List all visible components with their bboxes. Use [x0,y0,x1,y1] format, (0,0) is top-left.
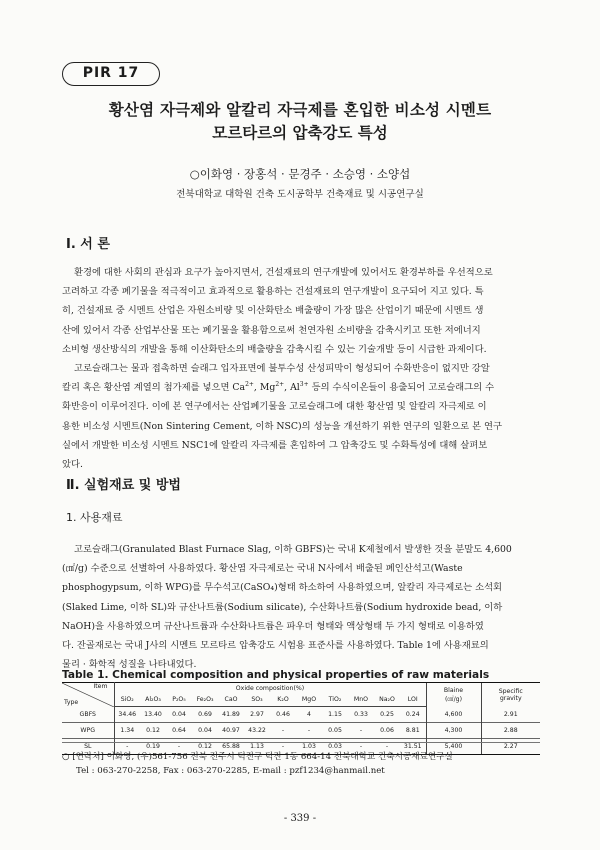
oxide-value-cell: 43.22 [244,723,270,739]
title-line-2: 모르타르의 압축강도 특성 [212,124,388,142]
intro-paragraph-2 [62,359,540,474]
charge-superscript: 3+ [299,381,309,389]
oxide-header-tio2: TiO₂ [322,693,348,707]
blaine-value-cell: 4,600 [426,707,481,723]
text-line: (㎠/g) 수준으로 선별하여 사용하였다. 황산염 자극제로는 국내 N사에서 배출된 폐인산석고(Waste [62,563,463,575]
text-line: 화반응이 이루어진다. 이에 본 연구에서는 산업폐기물을 고로슬래그에 대한 황산염 및 알칼리 자극제로 이 [62,401,487,413]
oxide-value-cell: 1.03 [296,739,322,755]
row-type-cell: SL [62,739,114,755]
corner-item-label: Item [93,683,108,690]
charge-superscript: 2+ [275,381,285,389]
oxide-value-cell: - [114,739,140,755]
oxide-header-fe2o3: Fe₂O₃ [192,693,218,707]
oxide-value-cell: - [348,723,374,739]
oxide-value-cell: 2.97 [250,711,264,718]
oxide-value-cell: 0.33 [354,711,368,718]
text-line-ions [62,378,540,397]
text-fragment: , Mg [253,382,276,394]
text-line: 산에 있어서 각종 산업부산물 또는 폐기물을 활용함으로써 천연자원 소비량을 감축시키고 또한 저에너지 [62,324,481,336]
oxide-value-cell: - [270,739,296,755]
oxide-value-cell: 0.19 [140,739,166,755]
text-line: phosphogypsum, 이하 WPG)를 무수석고(CaSO₄)형태 하소하여 사용하였으며, 알칼리 자극제로는 소석회 [62,582,503,594]
oxide-header-al2o3: Al₂O₃ [140,693,166,707]
affiliation: 전북대학교 대학원 건축 도시공학부 건축재료 및 시공연구실 [176,189,424,200]
table-row [62,723,540,739]
oxide-value-cell: - [374,739,400,755]
intro-paragraph-1 [62,263,540,359]
oxide-value-cell: 0.46 [276,711,290,718]
oxide-value-cell: 41.89 [222,711,240,718]
oxide-value-cell: 0.04 [172,711,186,718]
footnote-tel-email: Tel : 063-270-2258, Fax : 063-270-2285, E-mail : pzf1234@hanmail.net [76,766,385,776]
oxide-header-cao: CaO [218,693,244,707]
oxide-value-cell: 4 [307,711,311,718]
table-body [62,707,540,755]
blaine-label: Blaine [443,686,464,694]
text-line: 환경에 대한 사회의 관심과 요구가 높아지면서, 건설재료의 연구개발에 있어서도 환경부하를 우선적으로 [74,267,493,278]
text-line: 았다. [62,458,83,470]
subsection-heading-materials: 1. 사용재료 [66,511,123,524]
oxide-header-sio2: SiO₂ [114,693,140,707]
oxide-value-cell: 0.05 [322,723,348,739]
text-line: 히, 건설재료 중 시멘트 산업은 자원소비량 및 이산화탄소 배출량이 가장 많은 산업이기 때문에 시멘트 생 [62,305,484,317]
oxide-value-cell: 34.46 [118,711,137,718]
oxide-value-cell: - [166,739,192,755]
title-line-1: 황산염 자극제와 알칼리 자극제를 혼입한 비소성 시멘트 [108,101,492,119]
oxide-value-cell: - [270,723,296,739]
table-row [62,707,540,723]
oxide-value-cell: 0.24 [405,711,420,718]
text-line: 물리 · 화학적 성질을 나타내었다. [62,659,197,671]
materials-paragraph [62,540,540,674]
gravity-unit: gravity [499,694,522,702]
oxide-value-cell: - [296,723,322,739]
table-caption: Table 1. Chemical composition and physical properties of raw materials [62,669,490,681]
section-heading-materials-methods: Ⅱ. 실험재료 및 방법 [66,478,181,493]
oxide-header-na2o: Na₂O [374,693,400,707]
text-line: (Slaked Lime, 이하 SL)와 규산나트륨(Sodium silicate), 수산화나트륨(Sodium hydroxide bead, 이하 [62,601,503,613]
oxide-value-cell: 0.69 [198,711,212,718]
row-type-cell: GBFS [62,707,114,723]
text-fragment: 칼리 혹은 황산염 계열의 첨가제를 넣으면 Ca [62,382,246,394]
text-fragment: , Al [284,382,300,394]
oxide-header-so3: SO₃ [244,693,270,707]
oxide-value-cell: 40.97 [218,723,244,739]
gravity-value-cell: 2.91 [481,707,540,723]
specific-gravity-header [481,683,540,707]
text-line: 고로슬래그는 물과 접촉하면 슬래그 입자표면에 불투수성 산성피막이 형성되어 수화반응이 없지만 강알 [74,363,490,374]
text-line: 고려하고 각종 폐기물을 적극적이고 효과적으로 활용하는 건설재료의 연구개발이 요구되어 지고 있다. 특 [62,286,484,298]
oxide-value-cell: 1.15 [328,711,342,718]
footnote-divider [62,742,540,743]
oxide-value-cell: 0.03 [322,739,348,755]
corner-type-label: Type [64,698,79,706]
oxide-value-cell: 65.88 [218,739,244,755]
page-number: - 339 - [283,813,317,824]
charge-superscript: 2+ [245,381,254,389]
oxide-header-k2o: K₂O [270,693,296,707]
oxide-header-p2o5: P₂O₅ [166,693,192,707]
oxide-value-cell: 1.34 [114,723,140,739]
oxide-header-mgo: MgO [296,693,322,707]
section-heading-introduction: Ⅰ. 서 론 [66,237,110,252]
blaine-value-cell: 4,300 [426,723,481,739]
blaine-header [426,683,481,707]
text-fragment: 등의 수식이온들이 용출되어 고로슬래그의 수 [308,382,495,394]
pir-tag: PIR 17 [62,62,160,86]
blaine-unit: (㎠/g) [444,695,463,703]
oxide-value-cell: 0.06 [374,723,400,739]
oxide-value-cell: 0.04 [192,723,218,739]
text-line: NaOH)을 사용하였으며 규산나트륨과 수산화나트륨은 파우더 형태와 액상형태 두 가지 형태로 이용하였 [62,620,484,632]
oxide-value-cell: 13.40 [144,711,162,718]
raw-materials-table [62,682,540,755]
blaine-value-cell: 5,400 [426,739,481,755]
oxide-header-mno: MnO [348,693,374,707]
table-corner-cell [62,683,114,707]
gravity-value-cell: 2.88 [481,723,540,739]
oxide-value-cell: 0.12 [140,723,166,739]
oxide-value-cell: 1.13 [244,739,270,755]
oxide-value-cell: 31.51 [400,739,426,755]
oxide-value-cell: 0.25 [380,711,394,718]
oxide-group-header: Oxide composition(%) [114,683,426,694]
text-line: 고로슬래그(Granulated Blast Furnace Slag, 이하 GBFS)는 국내 K제철에서 발생한 것을 분말도 4,600 [74,544,512,555]
authors: ○이화영 · 장홍석 · 문경주 · 소승영 · 소양섭 [189,167,411,181]
gravity-value-cell: 2.27 [481,739,540,755]
gravity-label: Specific [498,687,523,695]
text-line: 소비형 생산방식의 개발을 통해 이산화탄소의 배출량을 감축시킬 수 있는 기술개발 등이 시급한 과제이다. [62,343,487,355]
oxide-value-cell: - [348,739,374,755]
oxide-value-cell: 0.12 [192,739,218,755]
row-type-cell: WPG [62,723,114,739]
oxide-header-loi: LOI [400,693,426,707]
text-line: 용한 비소성 시멘트(Non Sintering Cement, 이하 NSC)의 성능을 개선하기 위한 연구의 일환으로 본 연구 [62,420,502,432]
footnote-contact: ○ [연락처] 이화영, (우)561-756 전북 전주시 덕진구 덕진 1동 664-14 전북대학교 건축시공재료연구실 [62,752,453,762]
text-line: 실에서 개발한 비소성 시멘트 NSC1에 알칼리 자극제를 혼입하여 그 압축강도 및 수화특성에 대해 살펴보 [62,439,488,451]
oxide-value-cell: 8.81 [400,723,426,739]
text-line: 다. 잔골재로는 국내 J사의 시멘트 모르타르 압축강도 시험용 표준사를 사용하였다. Table 1에 사용재료의 [62,639,489,651]
oxide-value-cell: 0.64 [166,723,192,739]
